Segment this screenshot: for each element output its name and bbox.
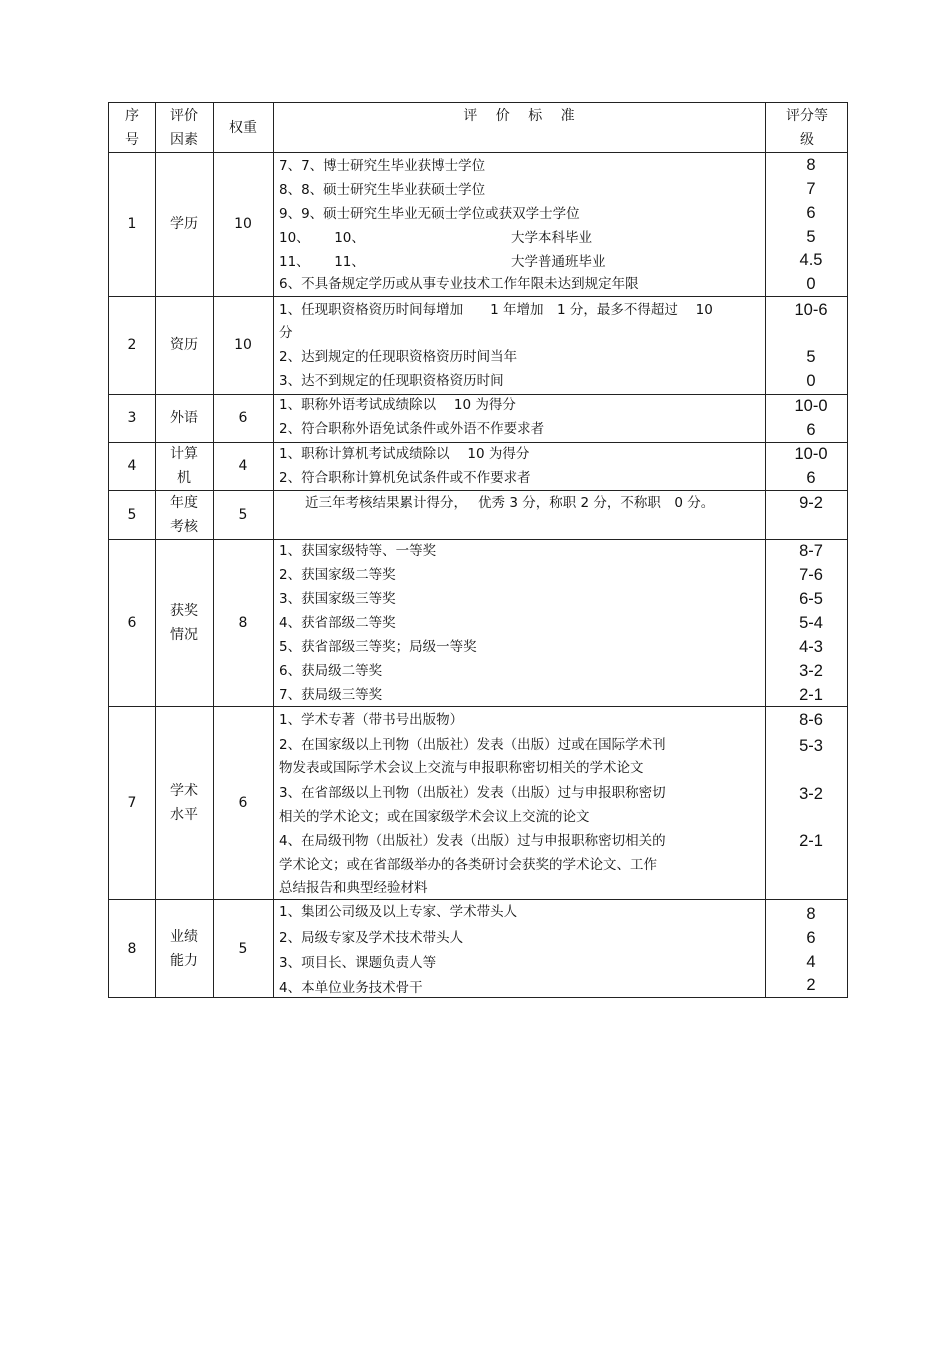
row-2-criterion: 3、达不到规定的任现职资格资历时间 [279, 373, 504, 389]
row-1-grade: 4.5 [799, 251, 823, 269]
row-7-grade: 8-6 [799, 711, 823, 729]
row-6-grade: 3-2 [799, 662, 823, 680]
row-8-no: 8 [127, 941, 137, 957]
row-6-criterion: 6、获局级二等奖 [279, 663, 383, 679]
row-4-criterion: 2、符合职称计算机免试条件或不作要求者 [279, 470, 531, 486]
row-1-no: 1 [127, 216, 137, 232]
row-4-grade: 10-0 [794, 445, 828, 463]
row-1-criterion: 7、7、博士研究生毕业获博士学位 [279, 158, 486, 174]
header-criteria: 评 价 标 准 [463, 108, 575, 124]
row-7-criterion: 3、在省部级以上刊物（出版社）发表（出版）过与申报职称密切 [279, 785, 666, 801]
row-8-grade: 8 [806, 905, 816, 923]
row-8-criterion: 4、本单位业务技术骨干 [279, 980, 423, 996]
row-1-criterion: 8、8、硕士研究生毕业获硕士学位 [279, 182, 486, 198]
header-grade [765, 103, 849, 152]
row-4-no: 4 [127, 458, 137, 474]
row-4-factor-line: 计算 [170, 446, 198, 462]
row-6-criterion: 5、获省部级三等奖；局级一等奖 [279, 639, 477, 655]
row-2-grade: 5 [806, 348, 816, 366]
row-3-grade: 10-0 [794, 397, 828, 415]
row-4-factor [155, 442, 213, 490]
header-factor [155, 103, 213, 152]
row-1-weight: 10 [234, 216, 252, 232]
row-2-criterion: 2、达到规定的任现职资格资历时间当年 [279, 349, 518, 365]
row-4-criterion: 1、职称计算机考试成绩除以 10 为得分 [279, 446, 530, 462]
row-1-grade: 0 [806, 275, 816, 293]
row-4-grade: 6 [806, 469, 816, 487]
row-6-grade: 4-3 [799, 638, 823, 656]
row-7-grade: 5-3 [799, 737, 823, 755]
row-7-weight: 6 [238, 794, 248, 811]
row-6-criterion: 3、获国家级三等奖 [279, 591, 396, 607]
row-1-factor: 学历 [170, 216, 198, 232]
header-factor-line: 评价 [170, 107, 198, 124]
row-2-weight: 10 [234, 337, 252, 353]
row-7-criterion: 1、学术专著（带书号出版物） [279, 712, 464, 728]
row-6-grade: 6-5 [799, 590, 823, 608]
row-7-factor [155, 706, 213, 899]
row-6-grade: 7-6 [799, 566, 823, 584]
header-weight [213, 103, 273, 152]
row-6-factor-line: 情况 [170, 626, 198, 643]
row-7-factor-line: 水平 [170, 806, 198, 823]
row-7-no: 7 [127, 794, 137, 811]
row-7-grade: 2-1 [799, 832, 823, 850]
row-2-grade: 10-6 [794, 301, 828, 319]
row-1-grade: 6 [806, 204, 816, 222]
row-7-grade: 3-2 [799, 785, 823, 803]
row-1-criterion: 11、 11、 大学普通班毕业 [279, 254, 606, 270]
row-2-criterion: 1、任现职资格资历时间每增加 1 年增加 1 分，最多不得超过 10 [279, 302, 713, 318]
row-7-criterion: 相关的学术论文；或在国家级学术会议上交流的论文 [279, 809, 590, 825]
header-weight-text: 权重 [229, 119, 257, 136]
header-grade-line: 级 [800, 131, 814, 148]
row-6-criterion: 2、获国家级二等奖 [279, 567, 396, 583]
header-factor-line: 因素 [170, 131, 198, 148]
row-8-factor-line: 业绩 [170, 929, 198, 945]
row-5-weight: 5 [238, 506, 248, 523]
row-1-grade: 5 [806, 228, 816, 246]
header-no-line: 序 [125, 107, 139, 124]
row-2-grade: 0 [806, 372, 816, 390]
row-3-weight: 6 [238, 410, 248, 426]
row-5-criterion: 近三年考核结果累计得分， 优秀 3 分，称职 2 分，不称职 0 分。 [305, 495, 715, 511]
row-1-criterion: 9、9、硕士研究生毕业无硕士学位或获双学士学位 [279, 206, 580, 222]
row-8-grade: 4 [806, 953, 816, 971]
row-7-criterion: 4、在局级刊物（出版社）发表（出版）过与申报职称密切相关的 [279, 833, 666, 849]
row-8-grade: 6 [806, 929, 816, 947]
row-5-factor [155, 490, 213, 539]
row-2-criterion: 分 [279, 325, 293, 341]
row-6-grade: 8-7 [799, 542, 823, 560]
row-5-factor-line: 考核 [170, 518, 198, 535]
row-2-factor: 资历 [170, 337, 198, 353]
row-8-factor [155, 899, 213, 999]
row-8-criterion: 2、局级专家及学术技术带头人 [279, 930, 464, 946]
row-6-factor-line: 获奖 [170, 602, 198, 619]
header-no-line: 号 [125, 131, 139, 148]
row-3-factor: 外语 [170, 410, 198, 426]
row-1-criterion: 6、不具备规定学历或从事专业技术工作年限未达到规定年限 [279, 276, 639, 292]
row-6-grade: 5-4 [799, 614, 823, 632]
row-1-grade: 7 [806, 180, 816, 198]
row-3-criterion: 2、符合职称外语免试条件或外语不作要求者 [279, 421, 545, 437]
row-1-grade: 8 [806, 156, 816, 174]
header-no [109, 103, 155, 152]
row-7-criterion: 物发表或国际学术会议上交流与申报职称密切相关的学术论文 [279, 760, 644, 776]
row-7-factor-line: 学术 [170, 782, 198, 799]
row-8-factor-line: 能力 [170, 953, 198, 969]
row-3-grade: 6 [806, 421, 816, 439]
row-2-no: 2 [127, 337, 137, 353]
row-6-grade: 2-1 [799, 686, 823, 704]
row-3-no: 3 [127, 410, 137, 426]
row-7-criterion: 学术论文；或在省部级举办的各类研讨会获奖的学术论文、工作 [279, 857, 657, 873]
row-5-grade: 9-2 [799, 494, 823, 512]
header-grade-line: 评分等 [786, 107, 828, 124]
row-8-criterion: 1、集团公司级及以上专家、学术带头人 [279, 904, 518, 920]
row-7-criterion: 2、在国家级以上刊物（出版社）发表（出版）过或在国际学术刊 [279, 737, 666, 753]
row-6-weight: 8 [238, 614, 248, 631]
row-8-grade: 2 [806, 976, 816, 994]
row-3-criterion: 1、职称外语考试成绩除以 10 为得分 [279, 397, 516, 413]
row-4-factor-line: 机 [177, 470, 191, 486]
evaluation-table [108, 102, 848, 998]
row-4-weight: 4 [238, 458, 248, 474]
column-divider [273, 103, 274, 997]
row-5-no: 5 [127, 506, 137, 523]
row-8-criterion: 3、项目长、课题负责人等 [279, 955, 437, 971]
row-6-no: 6 [127, 614, 137, 631]
row-6-criterion: 1、获国家级特等、一等奖 [279, 543, 437, 559]
row-6-factor [155, 539, 213, 706]
row-5-factor-line: 年度 [170, 494, 198, 511]
row-8-weight: 5 [238, 941, 248, 957]
row-6-criterion: 7、获局级三等奖 [279, 687, 383, 703]
row-6-criterion: 4、获省部级二等奖 [279, 615, 396, 631]
row-7-criterion: 总结报告和典型经验材料 [279, 880, 428, 896]
row-1-criterion: 10、 10、 大学本科毕业 [279, 230, 592, 246]
